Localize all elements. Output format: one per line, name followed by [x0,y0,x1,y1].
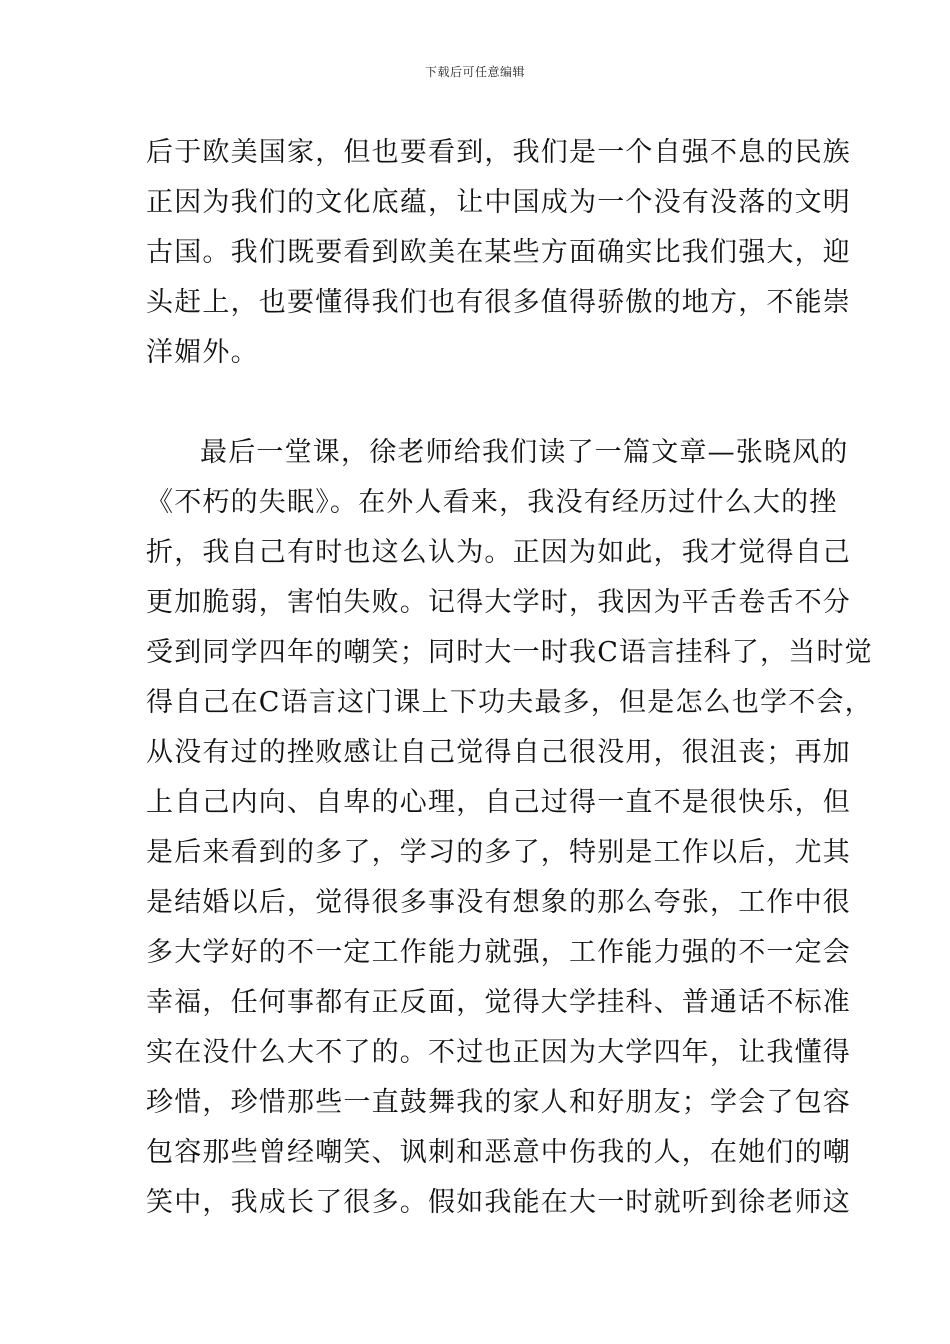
text-line: 正因为我们的文化底蕴，让中国成为一个没有没落的文明 [146,187,851,218]
text-line: 幸福，任何事都有正反面，觉得大学挂科、普通话不标准 [146,987,851,1018]
text-line: 实在没什么大不了的。不过也正因为大学四年，让我懂得 [146,1037,851,1068]
text-line: 折，我自己有时也这么认为。正因为如此，我才觉得自己 [146,537,851,568]
body-text [146,128,873,1228]
text-line: 是结婚以后，觉得很多事没有想象的那么夸张，工作中很 [146,887,851,918]
paragraph-spacer [146,378,816,428]
text-line: 头赶上，也要懂得我们也有很多值得骄傲的地方，不能崇 [146,287,851,318]
text-line: 后于欧美国家，但也要看到，我们是一个自强不息的民族 [146,137,851,168]
text-line: 多大学好的不一定工作能力就强，工作能力强的不一定会 [146,937,851,968]
page-header: 下载后可任意编辑 [424,65,525,79]
text-line: 从没有过的挫败感让自己觉得自己很没用，很沮丧；再加 [146,737,851,768]
text-line: 古国。我们既要看到欧美在某些方面确实比我们强大，迎 [146,237,851,268]
text-line: 是后来看到的多了，学习的多了，特别是工作以后，尤其 [146,837,851,868]
text-line: 包容那些曾经嘲笑、讽刺和恶意中伤我的人，在她们的嘲 [146,1137,851,1168]
text-line: 笑中，我成长了很多。假如我能在大一时就听到徐老师这 [146,1187,851,1218]
text-line: 上自己内向、自卑的心理，自己过得一直不是很快乐，但 [146,787,851,818]
text-line: 得自己在C语言这门课上下功夫最多，但是怎么也学不会， [146,687,873,718]
text-line: 更加脆弱，害怕失败。记得大学时，我因为平舌卷舌不分 [146,587,851,618]
paragraph-2 [146,428,873,1228]
text-line: 洋媚外。 [146,337,259,368]
text-line: 《不朽的失眠》。在外人看来，我没有经历过什么大的挫 [146,487,838,518]
text-line: 最后一堂课，徐老师给我们读了一篇文章—张晓风的 [200,437,849,468]
text-line: 受到同学四年的嘲笑；同时大一时我C语言挂科了，当时觉 [146,637,873,668]
paragraph-1 [146,128,851,378]
text-line: 珍惜，珍惜那些一直鼓舞我的家人和好朋友；学会了包容 [146,1087,851,1118]
